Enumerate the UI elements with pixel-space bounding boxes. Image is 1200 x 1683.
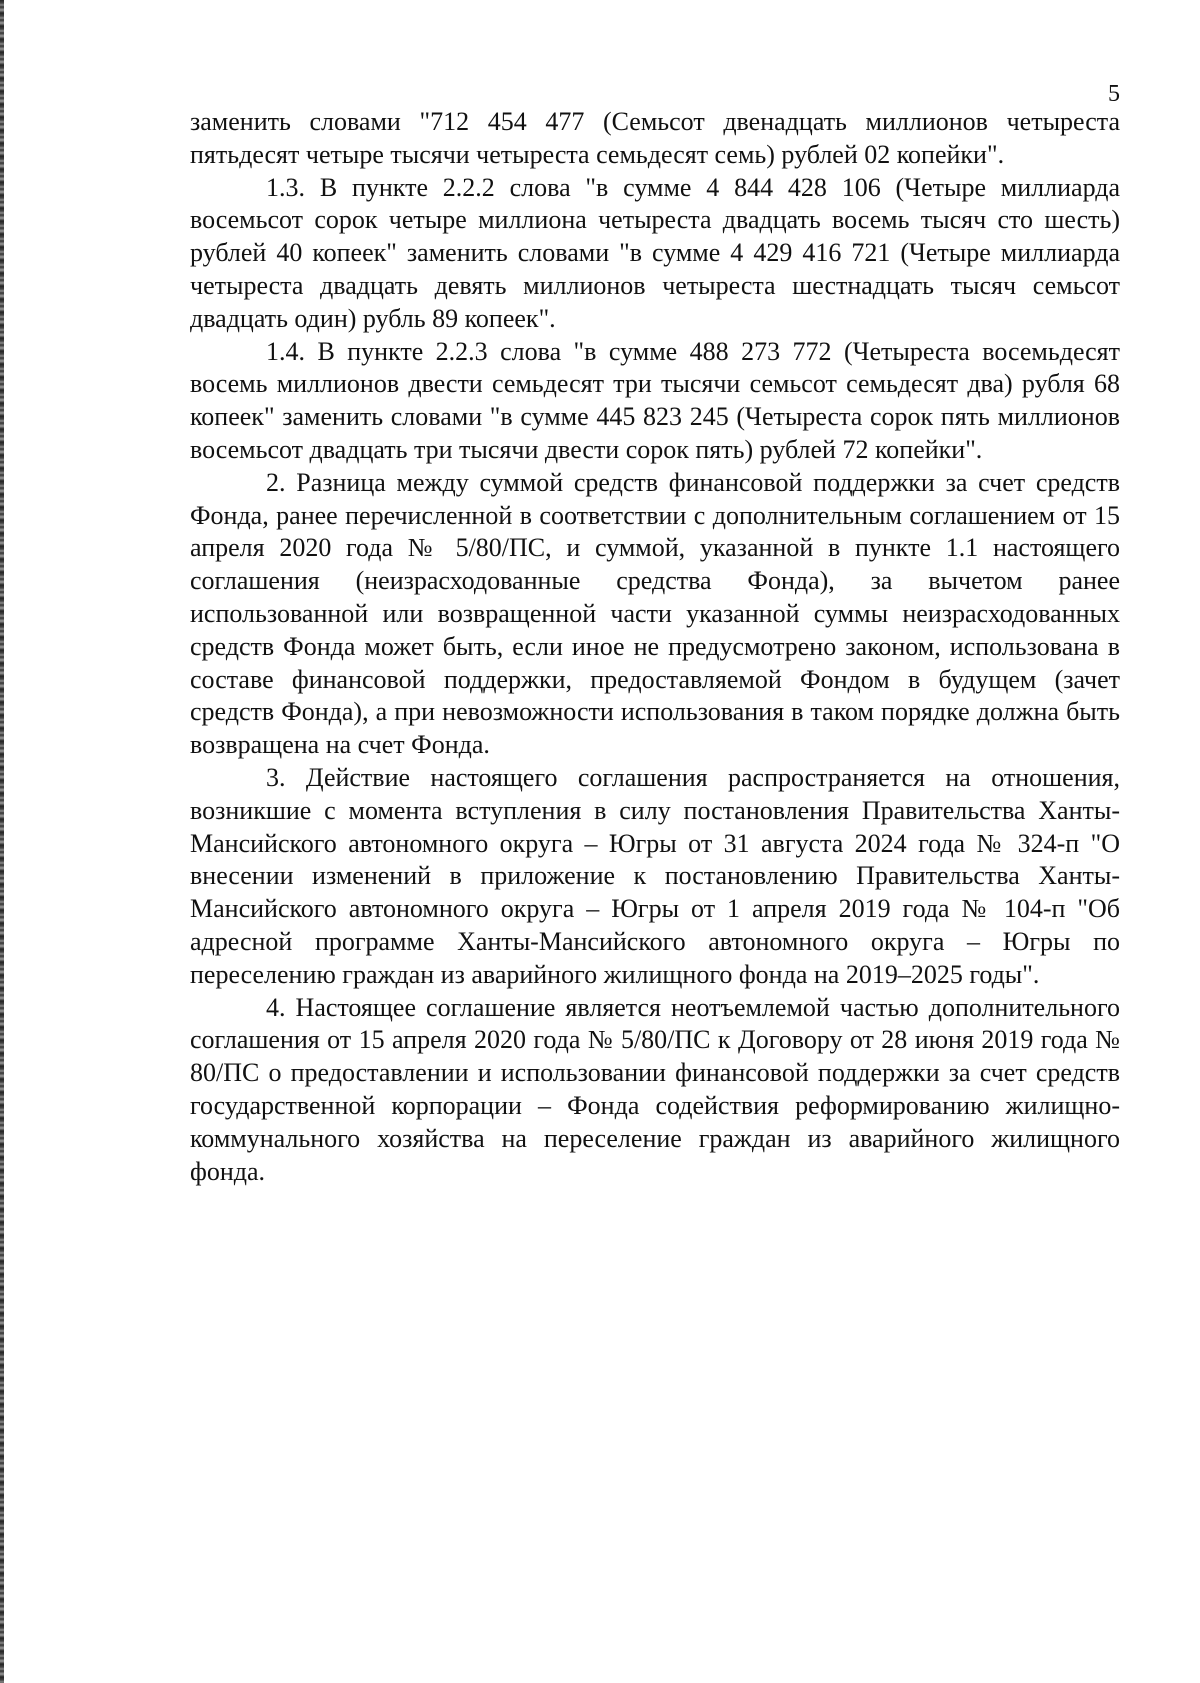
page-number: 5 [1108,81,1120,107]
paragraph-1-3: 1.3. В пункте 2.2.2 слова "в сумме 4 844 428 106 (Четыре миллиарда восемьсот сорок четыре миллиона четыреста двадцать восемь тысяч сто шесть) рублей 40 копеек" заменить словами "в сумме 4 429 416 721 (Четыре миллиарда четыреста двадцать девять миллионов четыреста шестнадцать тысяч семьсот двадцать один) рубль 89 копеек". [190,172,1120,333]
paragraph-1-4: 1.4. В пункте 2.2.3 слова "в сумме 488 273 772 (Четыреста восемьдесят восемь миллионов двести семьдесят три тысячи семьсот семьдесят два) рубля 68 копеек" заменить словами "в сумме 445 823 245 (Четыреста сорок пять миллионов восемьсот двадцать три тысячи двести сорок пять) рублей 72 копейки". [190,336,1120,464]
scan-edge-border [0,0,4,1683]
document-body [190,106,1120,1188]
paragraph-continuation: заменить словами "712 454 477 (Семьсот двенадцать миллионов четыреста пятьдесят четыре тысячи четыреста семьдесят семь) рублей 02 копейки". [190,107,1120,169]
paragraph-4: 4. Настоящее соглашение является неотъемлемой частью дополнительного соглашения от 15 апреля 2020 года № 5/80/ПС к Договору от 28 июня 2019 года № 80/ПС о предоставлении и использовании финансовой поддержки за счет средств государственной корпорации – Фонда содействия реформированию жилищно-коммунального хозяйства на переселение граждан из аварийного жилищного фонда. [190,992,1120,1186]
paragraph-3: 3. Действие настоящего соглашения распространяется на отношения, возникшие с момента вступления в силу постановления Правительства Ханты-Мансийского автономного округа – Югры от 31 августа 2024 года № 324-п "О внесении изменений в приложение к постановлению Правительства Ханты-Мансийского автономного округа – Югры от 1 апреля 2019 года № 104-п "Об адресной программе Ханты-Мансийского автономного округа – Югры по переселению граждан из аварийного жилищного фонда на 2019–2025 годы". [190,762,1120,989]
paragraph-2: 2. Разница между суммой средств финансовой поддержки за счет средств Фонда, ранее перечисленной в соответствии с дополнительным соглашением от 15 апреля 2020 года № 5/80/ПС, и суммой, указанной в пункте 1.1 настоящего соглашения (неизрасходованные средства Фонда), за вычетом ранее использованной или возвращенной части указанной суммы неизрасходованных средств Фонда может быть, если иное не предусмотрено законом, использована в составе финансовой поддержки, предоставляемой Фондом в будущем (зачет средств Фонда), а при невозможности использования в таком порядке должна быть возвращена на счет Фонда. [190,467,1120,760]
